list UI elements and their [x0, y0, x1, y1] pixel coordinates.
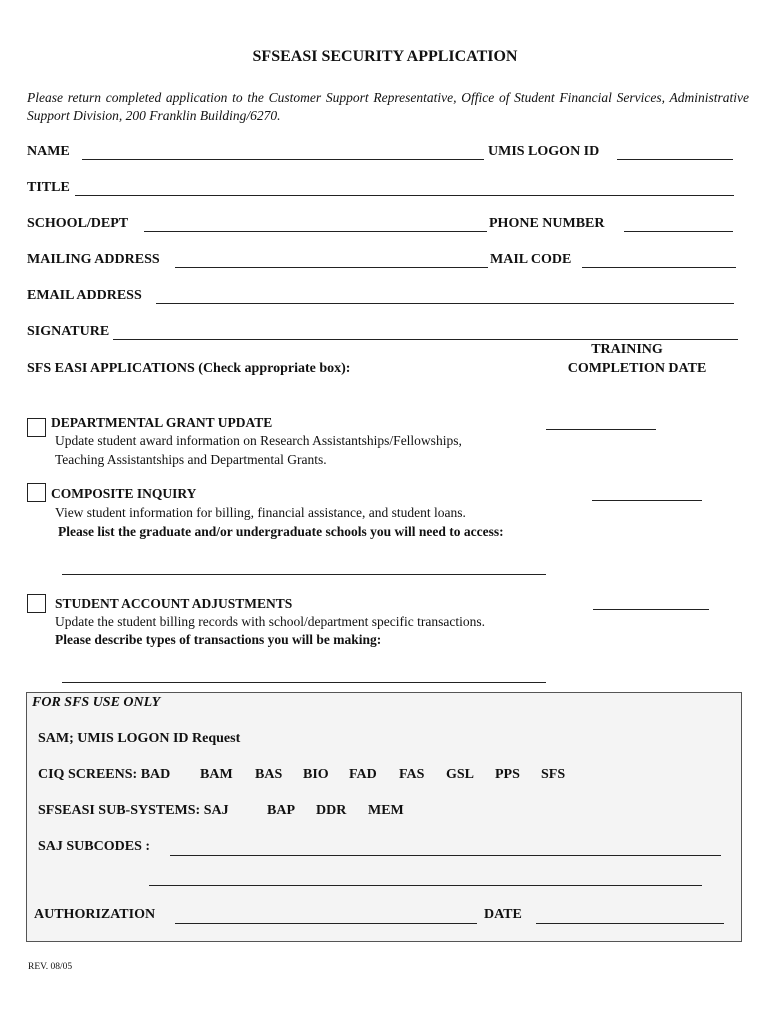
departmental-grant-label: DEPARTMENTAL GRANT UPDATE: [51, 415, 273, 430]
instructions-text: Please return completed application to the Customer Support Representative, Office of Student Financial Services, Administrative Support Division, 200 Franklin Building/6270.: [27, 90, 749, 123]
umis-logon-id-field[interactable]: [617, 159, 733, 160]
email-address-label: EMAIL ADDRESS: [27, 288, 142, 303]
student-account-adjustments-checkbox[interactable]: [27, 594, 46, 613]
ciq-screens-label: CIQ SCREENS: BAD: [38, 767, 171, 782]
training-header-line1: TRAINING: [591, 342, 663, 357]
ciq-sfs: SFS: [541, 767, 566, 782]
ciq-gsl: GSL: [446, 767, 475, 782]
student-account-adjustments-training-date[interactable]: [593, 609, 709, 610]
name-label: NAME: [27, 144, 70, 159]
title-field[interactable]: [75, 195, 734, 196]
applications-heading: SFS EASI APPLICATIONS (Check appropriate box):: [27, 361, 351, 376]
ciq-fad: FAD: [349, 767, 377, 782]
mail-code-field[interactable]: [582, 267, 736, 268]
sam-request-label: SAM; UMIS LOGON ID Request: [38, 731, 241, 746]
title-label: TITLE: [27, 180, 70, 195]
signature-label: SIGNATURE: [27, 324, 110, 339]
date-field[interactable]: [536, 923, 724, 924]
transactions-description-field[interactable]: [62, 682, 546, 683]
composite-inquiry-training-date[interactable]: [592, 500, 702, 501]
ciq-bas: BAS: [255, 767, 283, 782]
departmental-grant-checkbox[interactable]: [27, 418, 46, 437]
signature-field[interactable]: [113, 339, 738, 340]
subsystem-mem: MEM: [368, 803, 404, 818]
composite-inquiry-label: COMPOSITE INQUIRY: [51, 486, 197, 501]
authorization-label: AUTHORIZATION: [34, 907, 156, 922]
ciq-pps: PPS: [495, 767, 520, 782]
ciq-bam: BAM: [200, 767, 233, 782]
subsystem-bap: BAP: [267, 803, 295, 818]
date-label: DATE: [484, 907, 522, 922]
subsystem-ddr: DDR: [316, 803, 347, 818]
composite-inquiry-checkbox[interactable]: [27, 483, 46, 502]
email-address-field[interactable]: [156, 303, 734, 304]
umis-logon-id-label: UMIS LOGON ID: [488, 144, 600, 159]
sfs-use-only-heading: FOR SFS USE ONLY: [32, 695, 161, 710]
school-dept-label: SCHOOL/DEPT: [27, 216, 129, 231]
departmental-grant-desc-2: Teaching Assistantships and Departmental Grants.: [55, 452, 327, 467]
saj-subcodes-field-1[interactable]: [170, 855, 721, 856]
mailing-address-label: MAILING ADDRESS: [27, 252, 160, 267]
composite-inquiry-desc-1: View student information for billing, financial assistance, and student loans.: [55, 505, 466, 520]
saj-subcodes-label: SAJ SUBCODES :: [38, 839, 151, 854]
phone-number-label: PHONE NUMBER: [489, 216, 605, 231]
mailing-address-field[interactable]: [175, 267, 488, 268]
revision-label: REV. 08/05: [28, 962, 73, 972]
name-field[interactable]: [82, 159, 484, 160]
mail-code-label: MAIL CODE: [490, 252, 572, 267]
authorization-field[interactable]: [175, 923, 477, 924]
departmental-grant-desc-1: Update student award information on Research Assistantships/Fellowships,: [55, 433, 462, 448]
student-account-adjustments-label: STUDENT ACCOUNT ADJUSTMENTS: [55, 596, 293, 611]
training-header-line2: COMPLETION DATE: [567, 361, 707, 376]
ciq-fas: FAS: [399, 767, 425, 782]
composite-inquiry-desc-2: Please list the graduate and/or undergraduate schools you will need to access:: [58, 524, 504, 539]
form-title: SFSEASI SECURITY APPLICATION: [252, 48, 518, 65]
sfseasi-subsystems-label: SFSEASI SUB-SYSTEMS: SAJ: [38, 803, 229, 818]
school-dept-field[interactable]: [144, 231, 487, 232]
departmental-grant-training-date[interactable]: [546, 429, 656, 430]
saj-subcodes-field-2[interactable]: [149, 885, 702, 886]
phone-number-field[interactable]: [624, 231, 733, 232]
student-account-adjustments-desc-1: Update the student billing records with school/department specific transactions.: [55, 614, 486, 629]
schools-access-field[interactable]: [62, 574, 546, 575]
student-account-adjustments-desc-2: Please describe types of transactions you will be making:: [55, 632, 382, 647]
ciq-bio: BIO: [303, 767, 329, 782]
sfs-use-only-panel: [26, 692, 742, 942]
